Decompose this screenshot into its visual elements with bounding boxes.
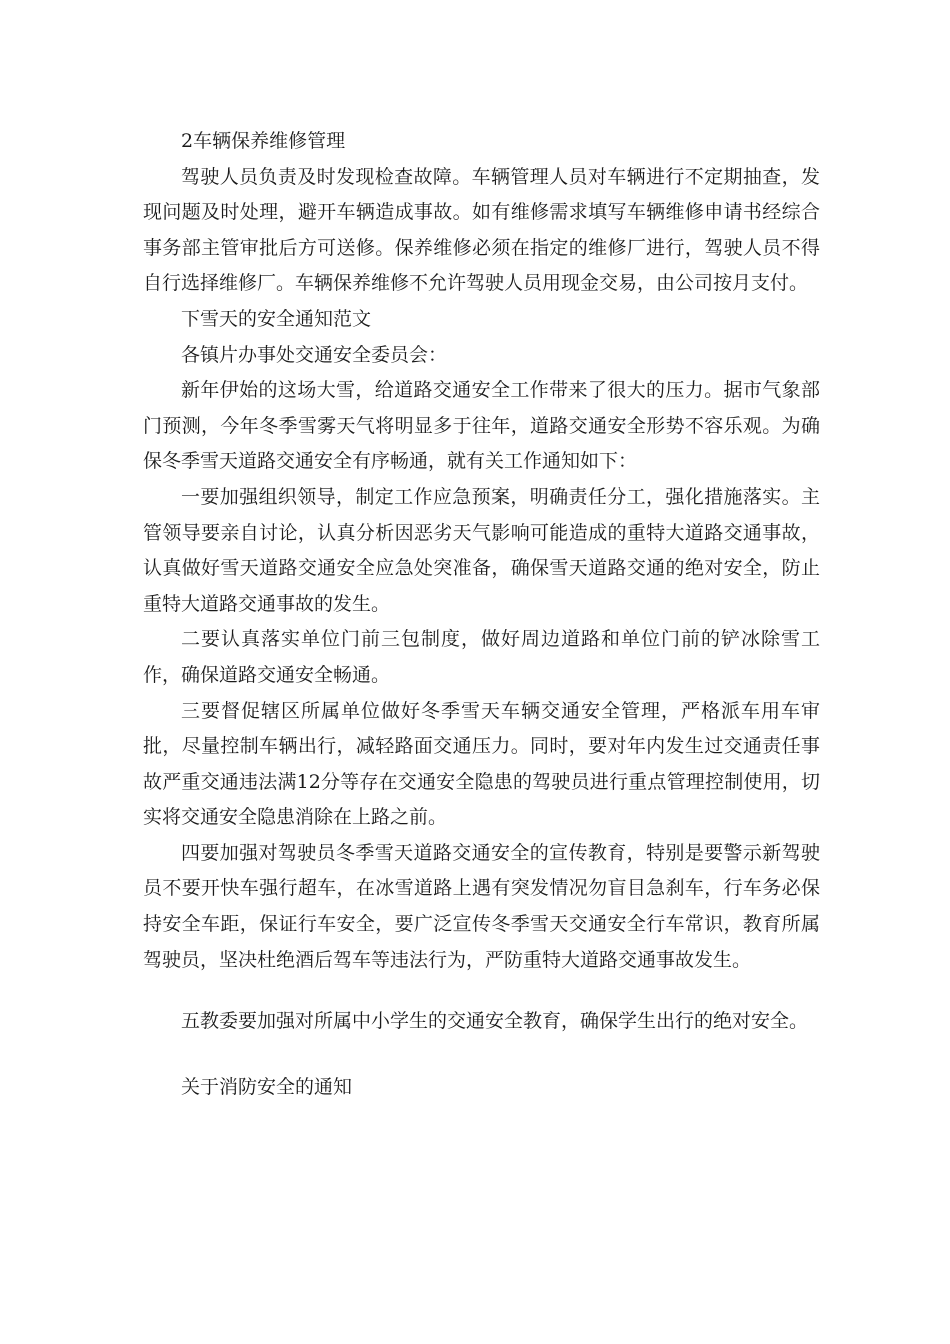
salutation: 各镇片办事处交通安全委员会：: [181, 343, 448, 366]
paragraph-item-1: 一要加强组织领导，制定工作应急预案，明确责任分工，强化措施落实。主管领导要亲自讨论，认真分析因恶劣天气影响可能造成的重特大道路交通事故，认真做好雪天道路交通安全应急处突准备，确保雪天道路交通的绝对安全，防止重特大道路交通事故的发生。: [143, 485, 820, 615]
paragraph-item-2: 二要认真落实单位门前三包制度，做好周边道路和单位门前的铲冰除雪工作，确保道路交通安全畅通。: [143, 628, 820, 686]
paragraph-item-4: 四要加强对驾驶员冬季雪天道路交通安全的宣传教育，特别是要警示新驾驶员不要开快车强行超车，在冰雪道路上遇有突发情况勿盲目急刹车，行车务必保持安全车距，保证行车安全，要广泛宣传冬季雪天交通安全行车常识，教育所属驾驶员，坚决杜绝酒后驾车等违法行为，严防重特大道路交通事故发生。: [143, 841, 820, 971]
paragraph-item-3: 三要督促辖区所属单位做好冬季雪天车辆交通安全管理，严格派车用车审批，尽量控制车辆出行，减轻路面交通压力。同时，要对年内发生过交通责任事故严重交通违法满12分等存在交通安全隐患的驾驶员进行重点管理控制使用，切实将交通安全隐患消除在上路之前。: [143, 699, 820, 829]
paragraph-intro: 新年伊始的这场大雪，给道路交通安全工作带来了很大的压力。据市气象部门预测，今年冬季雪雾天气将明显多于往年，道路交通安全形势不容乐观。为确保冬季雪天道路交通安全有序畅通，就有关工作通知如下：: [143, 379, 820, 473]
paragraph-vehicle-maintenance: 驾驶人员负责及时发现检查故障。车辆管理人员对车辆进行不定期抽查，发现问题及时处理，避开车辆造成事故。如有维修需求填写车辆维修申请书经综合事务部主管审批后方可送修。保养维修必须在指定的维修厂进行，驾驶人员不得自行选择维修厂。车辆保养维修不允许驾驶人员用现金交易，由公司按月支付。: [143, 165, 820, 295]
document-body: [143, 124, 820, 1105]
paragraph-item-5: 五教委要加强对所属中小学生的交通安全教育，确保学生出行的绝对安全。: [181, 1010, 809, 1033]
section-title-snow-safety: 下雪天的安全通知范文: [181, 307, 372, 330]
section-heading-vehicle-maintenance: 2车辆保养维修管理: [181, 130, 346, 152]
section-title-fire-safety: 关于消防安全的通知: [181, 1075, 353, 1098]
